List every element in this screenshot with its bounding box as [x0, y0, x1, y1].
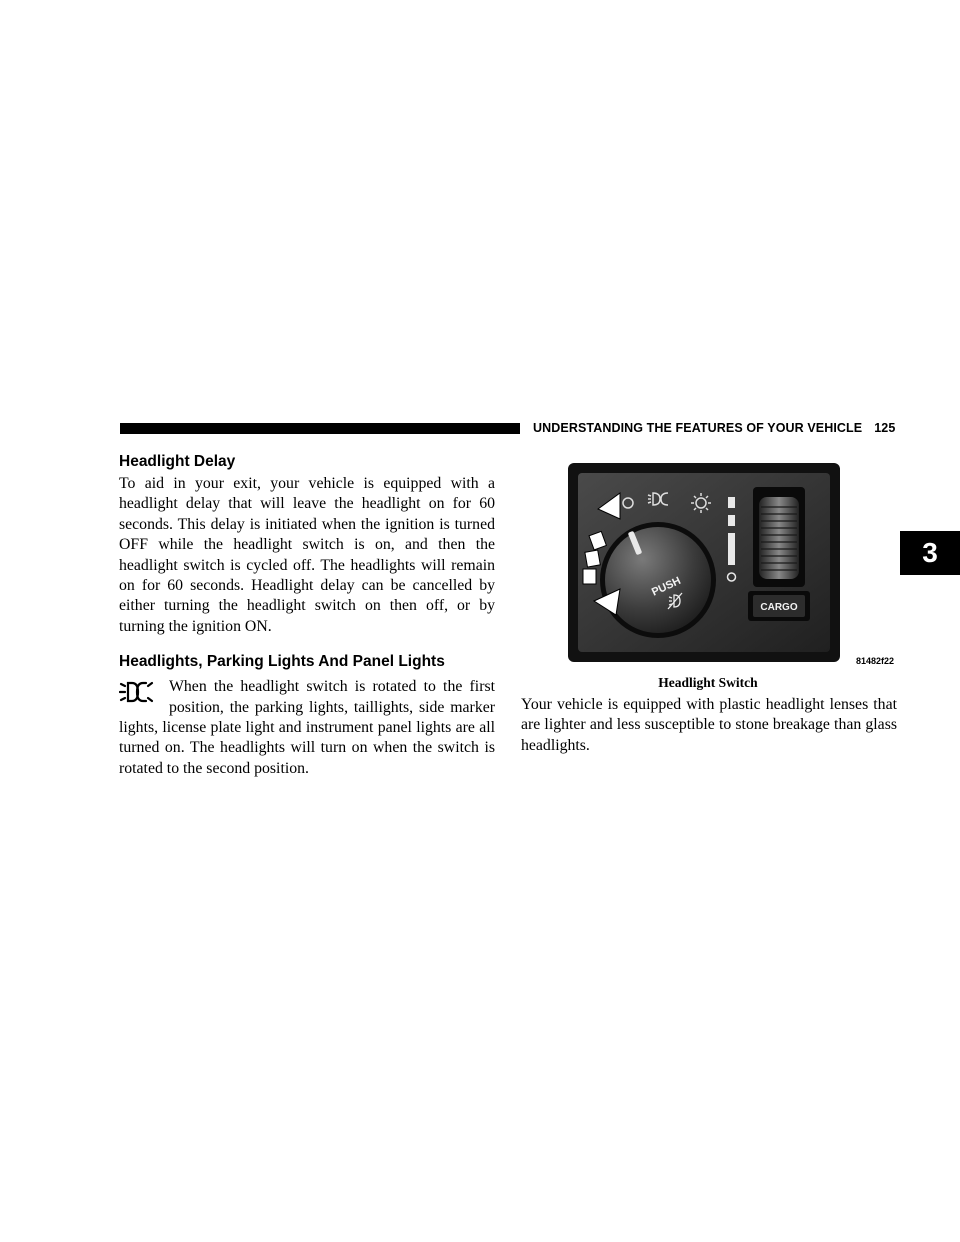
left-column	[119, 452, 495, 779]
parking-lights-block	[119, 677, 495, 779]
paragraph-plastic-lenses: Your vehicle is equipped with plastic headlight lenses that are lighter and less susceptible to stone breakage than glass headlights.	[521, 696, 897, 754]
parking-lights-icon	[119, 678, 155, 708]
headlight-switch-figure	[568, 463, 840, 662]
section-title: UNDERSTANDING THE FEATURES OF YOUR VEHICLE	[533, 421, 863, 435]
chapter-tab: 3	[900, 531, 960, 575]
paragraph-headlights-parking-panel: When the headlight switch is rotated to the first position, the parking lights, taillights, side marker lights, license plate light and instrument panel lights are all turned on. The headlights will turn on when the switch is rotated to the second position.	[119, 678, 495, 777]
figure-caption: Headlight Switch	[658, 675, 758, 690]
heading-headlights-parking-panel: Headlights, Parking Lights And Panel Lights	[119, 653, 445, 671]
heading-headlight-delay: Headlight Delay	[119, 453, 236, 470]
paragraph-headlight-delay: To aid in your exit, your vehicle is equipped with a headlight delay that will leave the headlight on for 60 seconds. This delay is initiated when the ignition is turned OFF while the headlight switch is on, and then the headlight switch is cycled off. The headlights will remain on for 60 seconds. Headlight delay can be cancelled by either turning the headlight switch on then off, or by turning the ignition ON.	[119, 475, 495, 635]
running-header	[533, 421, 895, 435]
header-rule	[120, 423, 520, 434]
figure-code: 81482f22	[856, 656, 895, 666]
knob-push-label: PUSH	[649, 574, 683, 599]
right-column	[521, 695, 897, 756]
cargo-button-label: CARGO	[760, 602, 798, 613]
page-number: 125	[874, 421, 896, 435]
